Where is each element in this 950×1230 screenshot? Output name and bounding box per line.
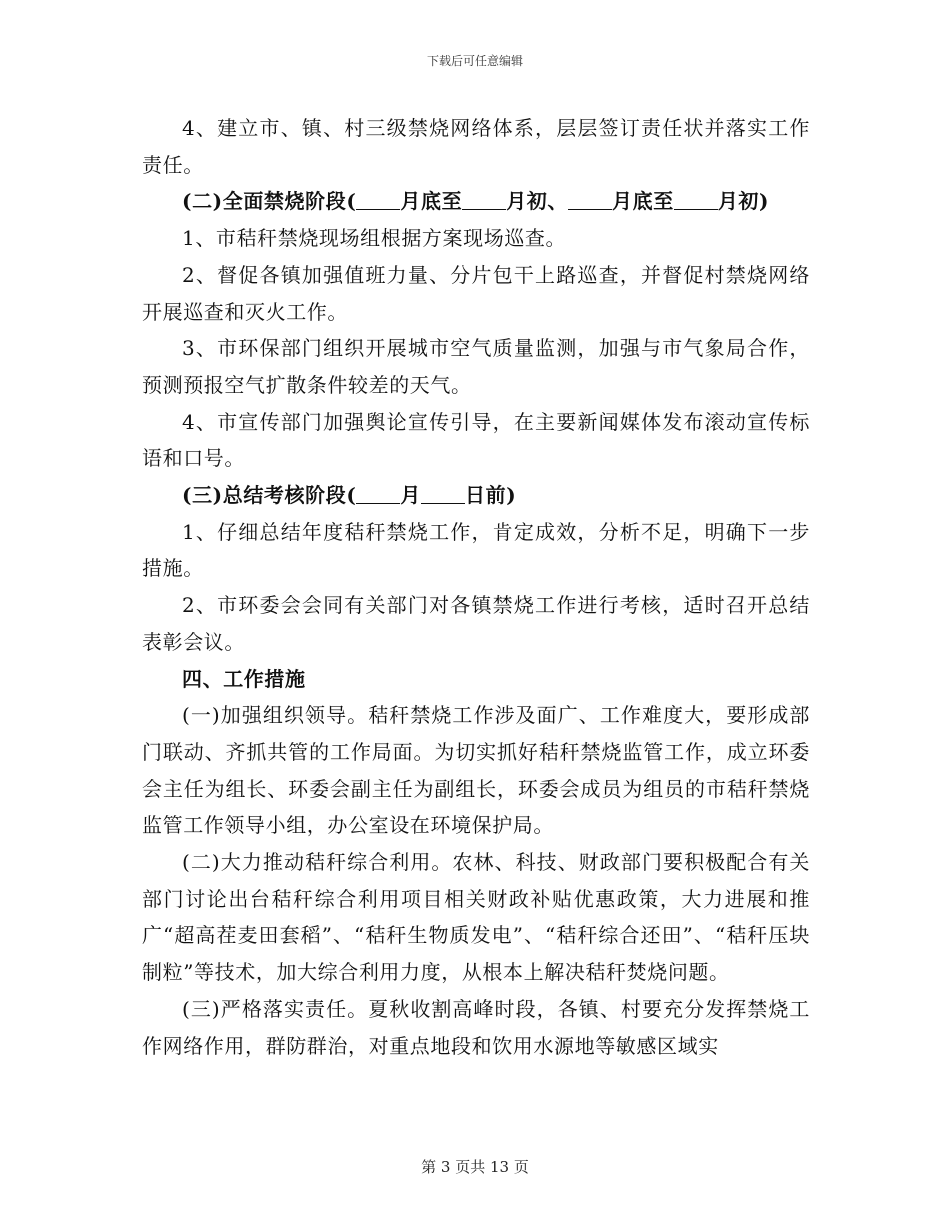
- heading-summary-stage: [142, 477, 810, 514]
- heading-text-1: 月: [400, 483, 421, 508]
- blank-line: [462, 189, 506, 210]
- heading-prefix: (三)总结考核阶段(: [182, 483, 357, 508]
- paragraph-publicity: 4、市宣传部门加强舆论宣传引导，在主要新闻媒体发布滚动宣传标语和口号。: [142, 409, 810, 471]
- paragraph-establish-network: 4、建立市、镇、村三级禁烧网络体系，层层签订责任状并落实工作责任。: [142, 116, 810, 177]
- paragraph-patrol: 1、市秸秆禁烧现场组根据方案现场巡查。: [182, 226, 567, 251]
- paragraph-utilization: (二)大力推动秸秆综合利用。农林、科技、财政部门要积极配合有关部门讨论出台秸秆综合利用项目相关财政补贴优惠政策，大力进展和推广“超高茬麦田套稻”、“秸秆生物质发电”、“秸秆综合还田”、“秸秆压块制粒”等技术，加大综合利用力度，从根本上解决秸秆焚烧问题。: [142, 850, 810, 985]
- page-header: 下载后可任意编辑: [426, 54, 523, 68]
- paragraph-supervise-towns: 2、督促各镇加强值班力量、分片包干上路巡查，并督促村禁烧网络开展巡查和灭火工作。: [142, 262, 810, 324]
- blank-line: [356, 189, 400, 210]
- paragraph-air-monitoring: 3、市环保部门组织开展城市空气质量监测，加强与市气象局合作，预测预报空气扩散条件较差的天气。: [142, 336, 810, 397]
- heading-full-ban-stage: [142, 183, 810, 220]
- heading-text-2: 日前): [465, 483, 517, 508]
- heading-work-measures: 四、工作措施: [182, 666, 306, 691]
- paragraph-summarize: 1、仔细总结年度秸秆禁烧工作，肯定成效，分析不足，明确下一步措施。: [142, 519, 810, 581]
- heading-text-1: 月底至: [400, 189, 463, 214]
- blank-line: [421, 483, 465, 504]
- paragraph-responsibility: (三)严格落实责任。夏秋收割高峰时段，各镇、村要充分发挥禁烧工作网络作用，群防群治，对重点地段和饮用水源地等敏感区域实: [142, 996, 810, 1058]
- paragraph-leadership: (一)加强组织领导。秸秆禁烧工作涉及面广、工作难度大，要形成部门联动、齐抓共管的工作局面。为切实抓好秸秆禁烧监管工作，成立环委会主任为组长、环委会副主任为副组长，环委会成员为组员的市秸秆禁烧监管工作领导小组，办公室设在环境保护局。: [142, 703, 810, 838]
- blank-line: [356, 483, 400, 504]
- page-footer: 第 3 页共 13 页: [421, 1158, 529, 1176]
- paragraph-assessment: 2、市环委会会同有关部门对各镇禁烧工作进行考核，适时召开总结表彰会议。: [142, 593, 810, 654]
- blank-line: [674, 189, 718, 210]
- document-body: [142, 110, 810, 1064]
- heading-text-3: 月底至: [612, 189, 674, 214]
- heading-prefix: (二)全面禁烧阶段(: [182, 189, 357, 214]
- heading-text-4: 月初): [717, 189, 770, 214]
- blank-line: [568, 189, 612, 210]
- heading-text-2: 月初、: [506, 189, 569, 214]
